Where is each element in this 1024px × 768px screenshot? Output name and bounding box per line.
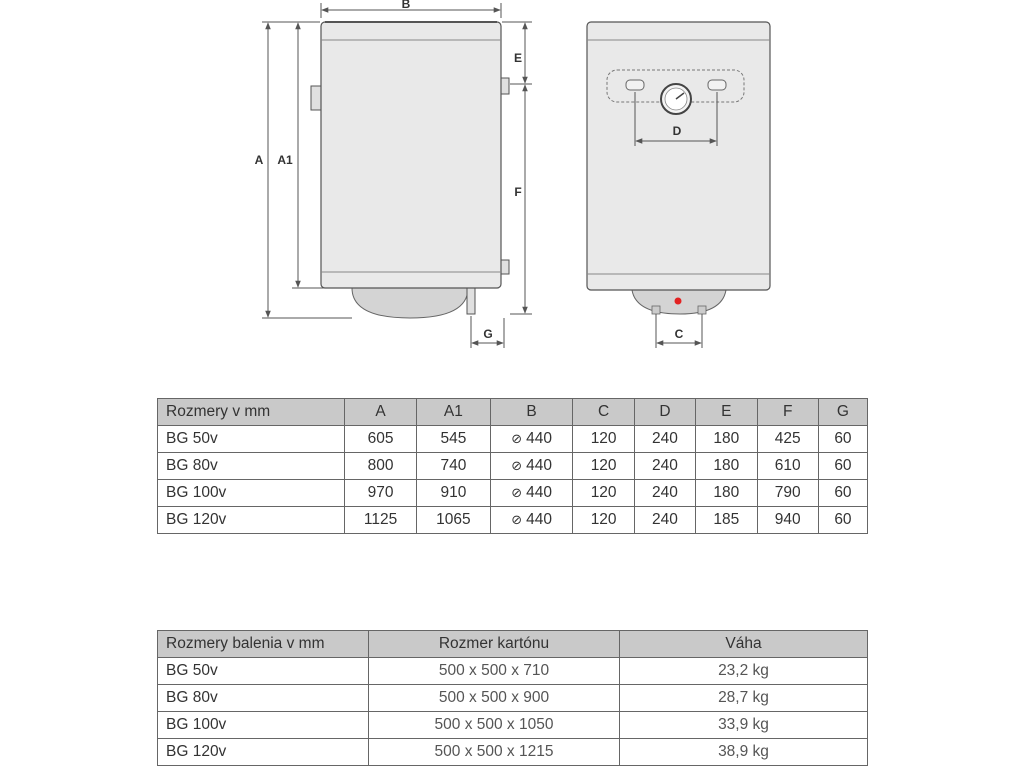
dimension-c bbox=[656, 314, 702, 348]
label-f: F bbox=[514, 185, 522, 199]
left-pipe bbox=[311, 86, 321, 110]
cell-carton: 500 x 500 x 900 bbox=[369, 685, 620, 712]
header-a1: A1 bbox=[417, 399, 491, 426]
label-c: C bbox=[674, 327, 684, 341]
cell-b-value: 440 bbox=[526, 484, 552, 501]
cell-b bbox=[490, 453, 573, 480]
cell-a: 800 bbox=[345, 453, 417, 480]
cell-e: 185 bbox=[696, 507, 757, 534]
cell-b bbox=[490, 426, 573, 453]
table-row bbox=[158, 480, 868, 507]
table-header-row bbox=[158, 399, 868, 426]
dimension-f bbox=[510, 85, 532, 314]
table-row bbox=[158, 507, 868, 534]
cell-model: BG 120v bbox=[158, 507, 345, 534]
header-model: Rozmery balenia v mm bbox=[158, 631, 369, 658]
cell-d: 240 bbox=[634, 480, 695, 507]
dimension-b bbox=[321, 0, 501, 18]
side-view bbox=[311, 22, 509, 318]
cell-d: 240 bbox=[634, 426, 695, 453]
header-b: B bbox=[490, 399, 573, 426]
cell-model: BG 100v bbox=[158, 480, 345, 507]
cell-e: 180 bbox=[696, 480, 757, 507]
cell-e: 180 bbox=[696, 426, 757, 453]
cell-f: 940 bbox=[757, 507, 818, 534]
front-view bbox=[587, 22, 770, 314]
left-slot bbox=[626, 80, 644, 90]
outlet-pipe bbox=[467, 288, 475, 314]
cell-c: 120 bbox=[573, 426, 634, 453]
header-c: C bbox=[573, 399, 634, 426]
cell-g: 60 bbox=[818, 453, 867, 480]
table-row bbox=[158, 739, 868, 766]
header-model: Rozmery v mm bbox=[158, 399, 345, 426]
header-a: A bbox=[345, 399, 417, 426]
table-row bbox=[158, 453, 868, 480]
cell-model: BG 120v bbox=[158, 739, 369, 766]
cell-g: 60 bbox=[818, 480, 867, 507]
cell-b bbox=[490, 480, 573, 507]
cell-b-value: 440 bbox=[526, 430, 552, 447]
cell-a: 970 bbox=[345, 480, 417, 507]
cell-model: BG 50v bbox=[158, 658, 369, 685]
right-pipe-top bbox=[501, 78, 509, 94]
table-row bbox=[158, 685, 868, 712]
diameter-icon: ⊘ bbox=[511, 485, 523, 500]
tank-body-side bbox=[321, 22, 501, 288]
cell-model: BG 100v bbox=[158, 712, 369, 739]
cell-f: 790 bbox=[757, 480, 818, 507]
cell-d: 240 bbox=[634, 453, 695, 480]
cell-a1: 1065 bbox=[417, 507, 491, 534]
cell-a: 1125 bbox=[345, 507, 417, 534]
cell-b-value: 440 bbox=[526, 511, 552, 528]
header-f: F bbox=[757, 399, 818, 426]
cell-carton: 500 x 500 x 1050 bbox=[369, 712, 620, 739]
label-a: A bbox=[254, 153, 264, 167]
label-d: D bbox=[672, 124, 682, 138]
table-header-row bbox=[158, 631, 868, 658]
header-e: E bbox=[696, 399, 757, 426]
right-slot bbox=[708, 80, 726, 90]
cell-weight: 33,9 kg bbox=[620, 712, 868, 739]
cell-g: 60 bbox=[818, 507, 867, 534]
label-b: B bbox=[401, 0, 411, 11]
cell-c: 120 bbox=[573, 480, 634, 507]
dimensions-table bbox=[157, 398, 868, 534]
dimension-e bbox=[502, 22, 532, 84]
cell-carton: 500 x 500 x 710 bbox=[369, 658, 620, 685]
diameter-icon: ⊘ bbox=[511, 512, 523, 527]
dimension-g bbox=[471, 316, 504, 348]
cell-model: BG 80v bbox=[158, 685, 369, 712]
diameter-icon: ⊘ bbox=[511, 458, 523, 473]
header-g: G bbox=[818, 399, 867, 426]
table-row bbox=[158, 712, 868, 739]
cell-e: 180 bbox=[696, 453, 757, 480]
cell-c: 120 bbox=[573, 453, 634, 480]
cell-a1: 545 bbox=[417, 426, 491, 453]
right-pipe-bottom bbox=[501, 260, 509, 274]
label-e: E bbox=[513, 51, 523, 65]
header-carton: Rozmer kartónu bbox=[369, 631, 620, 658]
cell-a1: 740 bbox=[417, 453, 491, 480]
cell-carton: 500 x 500 x 1215 bbox=[369, 739, 620, 766]
cell-f: 610 bbox=[757, 453, 818, 480]
cell-d: 240 bbox=[634, 507, 695, 534]
cell-a: 605 bbox=[345, 426, 417, 453]
cell-a1: 910 bbox=[417, 480, 491, 507]
header-weight: Váha bbox=[620, 631, 868, 658]
power-indicator-icon bbox=[675, 298, 682, 305]
label-a1: A1 bbox=[277, 153, 293, 167]
cell-model: BG 50v bbox=[158, 426, 345, 453]
cell-model: BG 80v bbox=[158, 453, 345, 480]
cell-c: 120 bbox=[573, 507, 634, 534]
tank-body-front bbox=[587, 22, 770, 290]
packaging-table bbox=[157, 630, 868, 766]
cell-b-value: 440 bbox=[526, 457, 552, 474]
cell-weight: 23,2 kg bbox=[620, 658, 868, 685]
cell-weight: 38,9 kg bbox=[620, 739, 868, 766]
cell-b bbox=[490, 507, 573, 534]
diameter-icon: ⊘ bbox=[511, 431, 523, 446]
cell-weight: 28,7 kg bbox=[620, 685, 868, 712]
cell-f: 425 bbox=[757, 426, 818, 453]
header-d: D bbox=[634, 399, 695, 426]
table-row bbox=[158, 658, 868, 685]
cell-g: 60 bbox=[818, 426, 867, 453]
table-row bbox=[158, 426, 868, 453]
label-g: G bbox=[483, 327, 493, 341]
bottom-dome bbox=[352, 288, 468, 318]
